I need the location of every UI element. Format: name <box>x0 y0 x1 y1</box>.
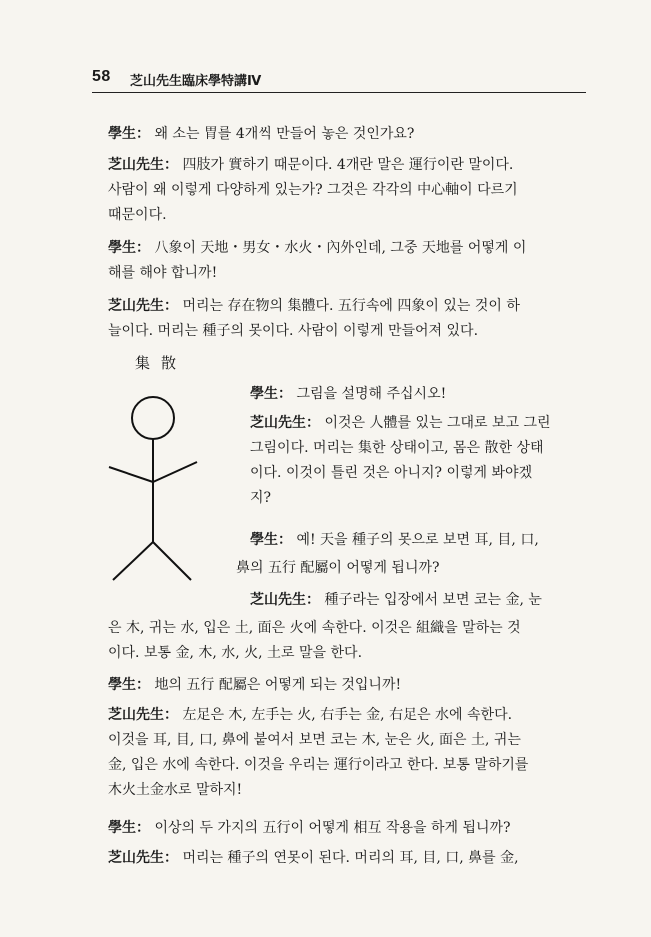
text-line <box>250 528 586 553</box>
running-title: 芝山先生臨床學特講Ⅳ <box>130 74 262 89</box>
dialogue-text: 왜 소는 胃를 4개씩 만들어 놓은 것인가요? <box>154 126 415 142</box>
dialogue-block <box>108 294 586 344</box>
speaker-label: 芝山先生： <box>108 298 178 314</box>
text-line <box>250 382 586 407</box>
speaker-label: 學生： <box>108 126 150 142</box>
dialogue-block <box>108 236 586 286</box>
dialogue-text: 그림을 설명해 주십시오! <box>296 386 447 402</box>
dialogue-block <box>108 846 586 871</box>
dialogue-block-continued <box>108 616 586 666</box>
speaker-label: 學生： <box>250 386 292 402</box>
dialogue-block <box>250 528 586 553</box>
dialogue-text: 地의 五行 配屬은 어떻게 되는 것입니까! <box>154 677 402 693</box>
speaker-label: 芝山先生： <box>250 415 320 431</box>
dialogue-block <box>250 411 586 511</box>
text-line: 늘이다. 머리는 種子의 못이다. 사람이 이렇게 만들어져 있다. <box>108 323 479 339</box>
text-line: 鼻의 五行 配屬이 어떻게 됩니까? <box>236 560 440 576</box>
text-line: 때문이다. <box>108 207 167 223</box>
dialogue-text: 이상의 두 가지의 五行이 어떻게 相互 작용을 하게 됩니까? <box>154 820 511 836</box>
dialogue-text: 種子라는 입장에서 보면 코는 金, 눈 <box>324 592 542 608</box>
figure-label-gather: 集 <box>135 354 151 372</box>
left-leg-line <box>113 542 153 580</box>
page-header <box>92 68 586 93</box>
dialogue-text: 머리는 存在物의 集體다. 五行속에 四象이 있는 것이 하 <box>182 298 520 314</box>
text-line: 이것을 耳, 目, 口, 鼻에 붙여서 보면 코는 木, 눈은 火, 面은 土, 귀는 <box>108 732 521 748</box>
text-line <box>108 703 586 728</box>
page-number: 58 <box>92 68 111 85</box>
text-line <box>108 294 586 319</box>
speaker-label: 學生： <box>250 532 292 548</box>
text-line: 해를 해야 합니까! <box>108 265 218 281</box>
dialogue-block-continued <box>236 556 586 581</box>
dialogue-text: 이것은 人體를 있는 그대로 보고 그린 <box>324 415 551 431</box>
text-line <box>108 153 586 178</box>
text-line <box>108 122 586 147</box>
right-leg-line <box>153 542 191 580</box>
figure-label-scatter: 散 <box>161 354 177 372</box>
human-body-figure <box>95 352 245 592</box>
dialogue-text: 左足은 木, 左手는 火, 右手는 金, 右足은 水에 속한다. <box>182 707 513 723</box>
text-line: 木火土金水로 말하지! <box>108 782 243 798</box>
text-line <box>108 816 586 841</box>
text-line: 사람이 왜 이렇게 다양하게 있는가? 그것은 각각의 中心軸이 다르기 <box>108 182 518 198</box>
text-line: 金, 입은 水에 속한다. 이것을 우리는 運行이라고 한다. 보통 말하기를 <box>108 757 529 773</box>
stick-figure-drawing <box>95 352 245 592</box>
text-line <box>108 236 586 261</box>
right-arm-line <box>153 462 197 482</box>
speaker-label: 芝山先生： <box>250 592 320 608</box>
text-line: 지? <box>250 490 272 506</box>
dialogue-text: 四肢가 實하기 때문이다. 4개란 말은 運行이란 말이다. <box>182 157 514 173</box>
text-line <box>108 673 586 698</box>
speaker-label: 芝山先生： <box>108 157 178 173</box>
text-line <box>108 846 586 871</box>
text-line <box>250 411 586 436</box>
dialogue-block <box>250 588 586 613</box>
speaker-label: 學生： <box>108 677 150 693</box>
dialogue-block <box>108 816 586 841</box>
left-arm-line <box>109 467 153 482</box>
speaker-label: 學生： <box>108 240 150 256</box>
dialogue-block <box>108 153 586 228</box>
dialogue-text: 머리는 種子의 연못이 된다. 머리의 耳, 目, 口, 鼻를 金, <box>182 850 519 866</box>
dialogue-block <box>108 122 586 147</box>
text-line <box>250 588 586 613</box>
head-circle <box>132 397 174 439</box>
dialogue-block <box>108 703 586 803</box>
speaker-label: 學生： <box>108 820 150 836</box>
text-line: 그림이다. 머리는 集한 상태이고, 몸은 散한 상태 <box>250 440 544 456</box>
speaker-label: 芝山先生： <box>108 707 178 723</box>
speaker-label: 芝山先生： <box>108 850 178 866</box>
dialogue-block <box>108 673 586 698</box>
dialogue-text: 예! 天을 種子의 못으로 보면 耳, 目, 口, <box>296 532 539 548</box>
dialogue-block <box>250 382 586 407</box>
text-line: 이다. 보통 金, 木, 水, 火, 土로 말을 한다. <box>108 645 363 661</box>
dialogue-text: 八象이 天地・男女・水火・內外인데, 그중 天地를 어떻게 이 <box>154 240 527 256</box>
text-line: 이다. 이것이 틀린 것은 아니지? 이렇게 봐야겠 <box>250 465 533 481</box>
text-line: 은 木, 귀는 水, 입은 土, 面은 火에 속한다. 이것은 組織을 말하는 것 <box>108 620 521 636</box>
